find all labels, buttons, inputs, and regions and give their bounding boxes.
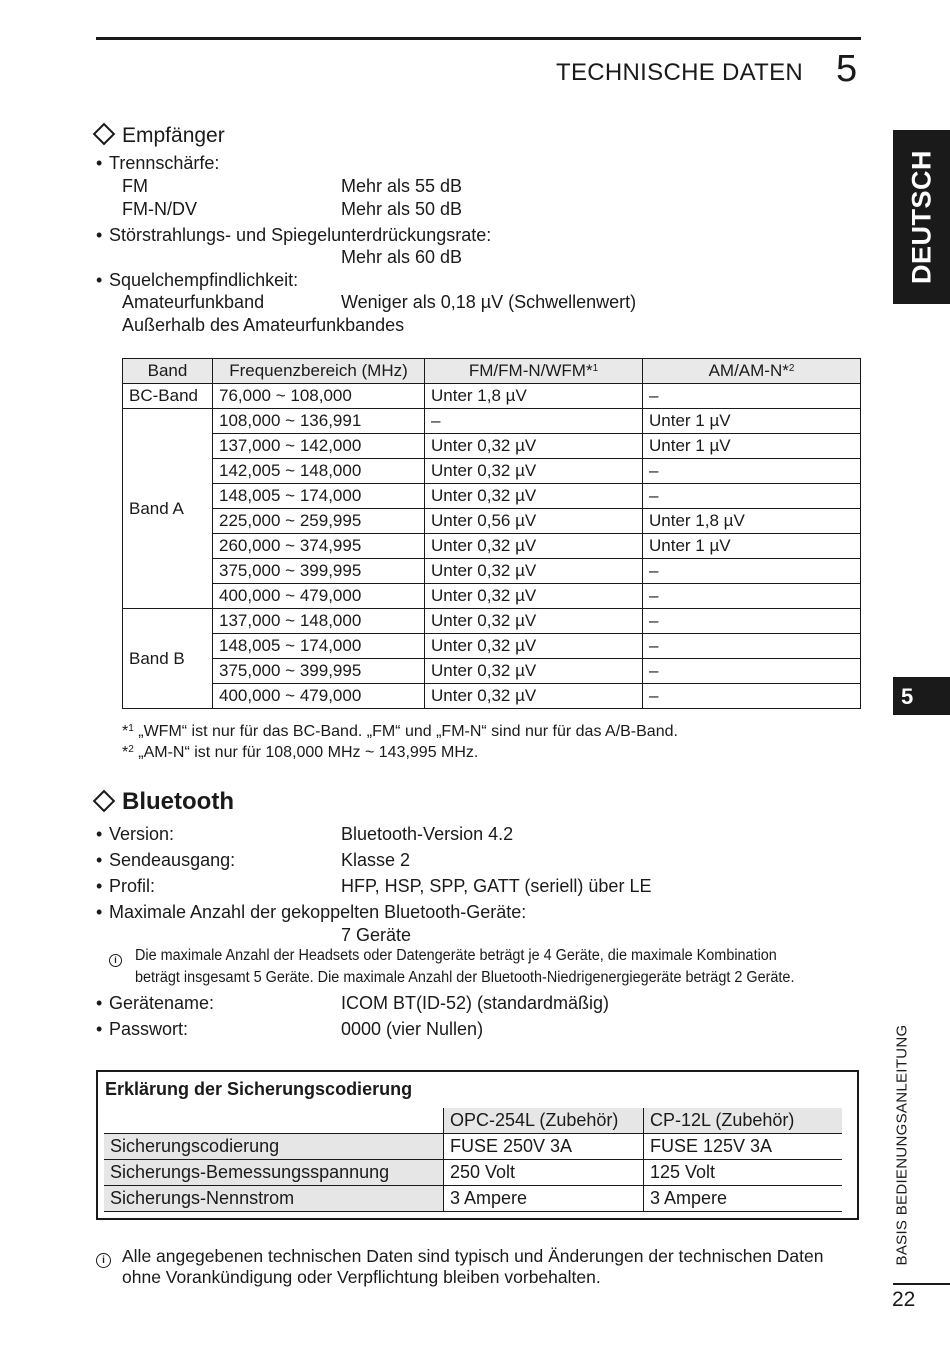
- am-cell: –: [643, 459, 861, 484]
- am-cell: –: [643, 384, 861, 409]
- table-row: [123, 409, 861, 434]
- bt-note-line2: beträgt insgesamt 5 Geräte. Die maximale Anzahl der Bluetooth-Niedrigenergiegeräte beträgt 2 Geräte.: [135, 969, 795, 986]
- section-tab-label: 5: [901, 684, 914, 709]
- table-row: [104, 1160, 842, 1186]
- freq-cell: 108,000 ~ 136,991: [213, 409, 425, 434]
- fm-cell: Unter 1,8 µV: [425, 384, 643, 409]
- am-cell: Unter 1 µV: [643, 534, 861, 559]
- band-cell: BC-Band: [123, 384, 213, 409]
- am-cell: Unter 1 µV: [643, 434, 861, 459]
- receiver-heading-text: Empfänger: [122, 124, 225, 147]
- bt-output-value: Klasse 2: [341, 850, 411, 870]
- freq-cell: 375,000 ~ 399,995: [213, 659, 425, 684]
- final-note-line2: ohne Vorankündigung oder Verpflichtung bleiben vorbehalten.: [122, 1267, 601, 1287]
- col-fm-header: [425, 359, 643, 384]
- language-tab-label: DEUTSCH: [906, 149, 936, 285]
- footnote-2: [122, 744, 478, 762]
- table-row: [123, 684, 861, 709]
- footnote-1-text: „WFM“ ist nur für das BC-Band. „FM“ und „FM-N“ sind nur für das A/B-Band.: [138, 723, 678, 740]
- freq-cell: 148,005 ~ 174,000: [213, 634, 425, 659]
- table-row: [123, 584, 861, 609]
- am-cell: –: [643, 634, 861, 659]
- fuse-cell: FUSE 125V 3A: [644, 1134, 843, 1160]
- bt-name-value: ICOM BT(ID-52) (standardmäßig): [341, 993, 610, 1013]
- fuse-row-label: Sicherungscodierung: [104, 1134, 444, 1160]
- table-row: [123, 609, 861, 634]
- freq-cell: 137,000 ~ 148,000: [213, 609, 425, 634]
- bluetooth-heading: [96, 788, 234, 816]
- bt-output-label: • Sendeausgang:: [109, 850, 235, 871]
- col-am-header-text: AM/AM-N*: [708, 361, 789, 380]
- table-header-row: [123, 359, 861, 384]
- bt-name-label: • Gerätename:: [109, 993, 214, 1014]
- fm-cell: Unter 0,32 µV: [425, 584, 643, 609]
- footnote-1-mark: *: [122, 723, 129, 740]
- fuse-header-row: [104, 1108, 842, 1134]
- am-cell: –: [643, 609, 861, 634]
- table-row: [123, 534, 861, 559]
- chapter-title: TECHNISCHE DATEN: [556, 59, 804, 86]
- am-cell: Unter 1,8 µV: [643, 509, 861, 534]
- sel-fmndv-value: Mehr als 50 dB: [341, 199, 463, 219]
- page-number: 22: [892, 1288, 916, 1311]
- table-row: [123, 434, 861, 459]
- am-cell: –: [643, 684, 861, 709]
- fuse-table: [104, 1108, 842, 1212]
- selectivity-label: • Trennschärfe:: [109, 153, 219, 174]
- fm-cell: –: [425, 409, 643, 434]
- am-cell: –: [643, 659, 861, 684]
- freq-cell: 137,000 ~ 142,000: [213, 434, 425, 459]
- spurious-label: • Störstrahlungs- und Spiegelunterdrückungsrate:: [109, 225, 491, 246]
- manual-name: [887, 1024, 917, 1266]
- squelch-ham-label: Amateurfunkband: [122, 292, 265, 312]
- table-row: [104, 1186, 842, 1212]
- bt-max-value: 7 Geräte: [341, 925, 412, 945]
- freq-cell: 225,000 ~ 259,995: [213, 509, 425, 534]
- language-tab: [893, 130, 950, 304]
- page-number-rule: [893, 1283, 950, 1285]
- freq-cell: 400,000 ~ 479,000: [213, 684, 425, 709]
- spurious-value: Mehr als 60 dB: [341, 247, 463, 267]
- fm-cell: Unter 0,32 µV: [425, 534, 643, 559]
- fuse-row-label: Sicherungs-Nennstrom: [104, 1186, 444, 1212]
- col-am-header: [643, 359, 861, 384]
- fm-cell: Unter 0,32 µV: [425, 684, 643, 709]
- col-am-footnote-mark: 2: [788, 363, 795, 374]
- section-tab: [893, 677, 950, 715]
- table-row: [123, 459, 861, 484]
- squelch-label: • Squelchempfindlichkeit:: [109, 270, 298, 291]
- table-row: [123, 559, 861, 584]
- freq-cell: 142,005 ~ 148,000: [213, 459, 425, 484]
- bt-profile-label: • Profil:: [109, 876, 155, 897]
- fm-cell: Unter 0,32 µV: [425, 559, 643, 584]
- fm-cell: Unter 0,32 µV: [425, 659, 643, 684]
- fuse-col2-header: CP-12L (Zubehör): [644, 1108, 843, 1134]
- freq-cell: 148,005 ~ 174,000: [213, 484, 425, 509]
- freq-cell: 400,000 ~ 479,000: [213, 584, 425, 609]
- fm-cell: Unter 0,32 µV: [425, 459, 643, 484]
- fuse-cell: 250 Volt: [444, 1160, 644, 1186]
- bt-pass-value: 0000 (vier Nullen): [341, 1019, 484, 1039]
- fuse-title: Erklärung der Sicherungscodierung: [105, 1079, 413, 1099]
- fuse-cell: FUSE 250V 3A: [444, 1134, 644, 1160]
- am-cell: Unter 1 µV: [643, 409, 861, 434]
- table-row: [123, 659, 861, 684]
- col-freq-header: Frequenzbereich (MHz): [213, 359, 425, 384]
- footnote-2-sup: 2: [128, 744, 134, 755]
- fuse-cell: 3 Ampere: [444, 1186, 644, 1212]
- receiver-heading: [96, 124, 225, 148]
- sensitivity-table: [122, 358, 861, 709]
- squelch-out-label: Außerhalb des Amateurfunkbandes: [122, 315, 405, 335]
- footnote-2-mark: *: [122, 744, 129, 761]
- squelch-ham-value: Weniger als 0,18 µV (Schwellenwert): [341, 292, 637, 312]
- fm-cell: Unter 0,32 µV: [425, 434, 643, 459]
- final-note-line1: Alle angegebenen technischen Daten sind typisch und Änderungen der technischen Daten: [122, 1246, 824, 1266]
- chapter-number: 5: [836, 48, 858, 90]
- table-row: [123, 634, 861, 659]
- col-band-header: Band: [123, 359, 213, 384]
- header-rule: [96, 37, 861, 40]
- fm-cell: Unter 0,32 µV: [425, 609, 643, 634]
- sel-fm-label: FM: [122, 176, 148, 196]
- table-row: [123, 484, 861, 509]
- bt-profile-value: HFP, HSP, SPP, GATT (seriell) über LE: [341, 876, 652, 896]
- band-cell: Band B: [123, 609, 213, 709]
- table-row: [123, 509, 861, 534]
- am-cell: –: [643, 484, 861, 509]
- freq-cell: 375,000 ~ 399,995: [213, 559, 425, 584]
- fuse-cell: 125 Volt: [644, 1160, 843, 1186]
- fm-cell: Unter 0,32 µV: [425, 484, 643, 509]
- am-cell: –: [643, 584, 861, 609]
- diamond-icon: [93, 123, 116, 146]
- freq-cell: 260,000 ~ 374,995: [213, 534, 425, 559]
- diamond-icon: [93, 789, 116, 812]
- fuse-row-label: Sicherungs-Bemessungsspannung: [104, 1160, 444, 1186]
- col-fm-header-text: FM/FM-N/WFM*: [468, 361, 593, 380]
- sel-fm-value: Mehr als 55 dB: [341, 176, 463, 196]
- info-icon: i: [96, 1253, 111, 1268]
- col-fm-footnote-mark: 1: [592, 363, 599, 374]
- fuse-info-box: [96, 1070, 859, 1220]
- am-cell: –: [643, 559, 861, 584]
- fuse-corner-cell: [104, 1108, 444, 1134]
- freq-cell: 76,000 ~ 108,000: [213, 384, 425, 409]
- bt-max-label: • Maximale Anzahl der gekoppelten Bluetooth-Geräte:: [109, 902, 526, 923]
- table-row: [123, 384, 861, 409]
- fm-cell: Unter 0,56 µV: [425, 509, 643, 534]
- bt-note-icon: [109, 950, 122, 968]
- bt-version-label: • Version:: [109, 824, 174, 845]
- sel-fmndv-label: FM-N/DV: [122, 199, 197, 219]
- bluetooth-heading-text: Bluetooth: [122, 788, 234, 815]
- manual-name-label: BASIS BEDIENUNGSANLEITUNG: [893, 1024, 911, 1266]
- fm-cell: Unter 0,32 µV: [425, 634, 643, 659]
- info-icon: i: [109, 954, 122, 967]
- footnote-1: [122, 723, 678, 741]
- bt-note-line1: Die maximale Anzahl der Headsets oder Datengeräte beträgt je 4 Geräte, die maximale Kombination: [135, 947, 777, 964]
- fuse-cell: 3 Ampere: [644, 1186, 843, 1212]
- final-note-icon: [96, 1250, 111, 1268]
- footnote-2-text: „AM-N“ ist nur für 108,000 MHz ~ 143,995 MHz.: [138, 744, 479, 761]
- band-cell: Band A: [123, 409, 213, 609]
- bt-pass-label: • Passwort:: [109, 1019, 188, 1040]
- footnote-1-sup: 1: [128, 723, 134, 734]
- table-row: [104, 1134, 842, 1160]
- bt-version-value: Bluetooth-Version 4.2: [341, 824, 514, 844]
- fuse-col1-header: OPC-254L (Zubehör): [444, 1108, 644, 1134]
